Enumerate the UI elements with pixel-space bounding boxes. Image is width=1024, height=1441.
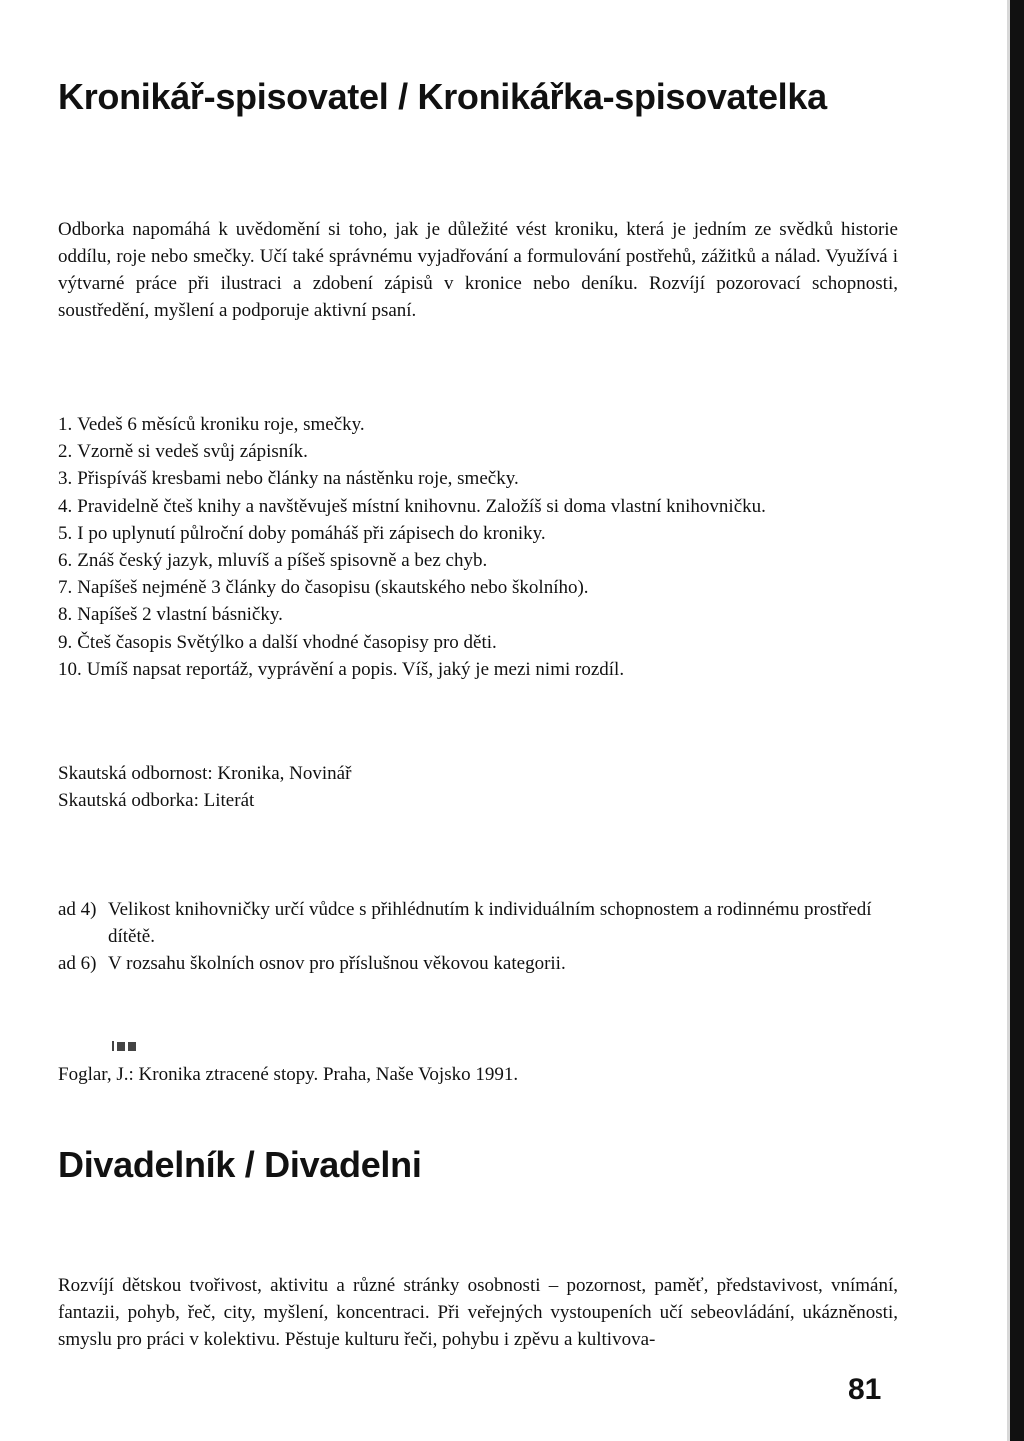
separator-ornament — [112, 1040, 136, 1052]
related-badge-line: Skautská odbornost: Kronika, Novinář — [58, 763, 352, 784]
section-intro-divadelnik: Rozvíjí dětskou tvořivost, aktivitu a různé stránky osobnosti – pozornost, paměť, představivost, vnímání, fantazii, pohyb, řeč, city, myšlení, koncentraci. Při veřejných vystoupeních učí sebeovládání, ukázněnosti, smyslu pro práci v kolektivu. Pěstuje kulturu řeči, pohybu i zpěvu a kultivova- — [58, 1275, 898, 1350]
note-text: Velikost knihovničky určí vůdce s přihlédnutím k individuálním schopnostem a rodinnému prostředí dítětě. — [108, 899, 872, 947]
requirement-item: 3. Přispíváš kresbami nebo články na nástěnku roje, smečky. — [58, 468, 519, 490]
note-item — [58, 950, 900, 977]
requirement-notes — [58, 896, 900, 977]
requirement-item: 8. Napíšeš 2 vlastní básničky. — [58, 604, 283, 626]
bibliography: Foglar, J.: Kronika ztracené stopy. Praha, Naše Vojsko 1991. — [58, 1064, 519, 1085]
requirement-item: 7. Napíšeš nejméně 3 články do časopisu (skautského nebo školního). — [58, 577, 589, 599]
requirement-item: 10. Umíš napsat reportáž, vyprávění a popis. Víš, jaký je mezi nimi rozdíl. — [58, 658, 625, 680]
note-text: V rozsahu školních osnov pro příslušnou věkovou kategorii. — [108, 953, 566, 974]
note-item — [58, 896, 900, 950]
requirement-item: 4. Pravidelně čteš knihy a navštěvuješ místní knihovnu. Založíš si doma vlastní knihovničku. — [58, 495, 766, 517]
requirement-item: 5. I po uplynutí půlroční doby pomáháš při zápisech do kroniky. — [58, 522, 546, 544]
requirements-list — [58, 411, 766, 683]
scan-edge-bar — [1010, 0, 1024, 1441]
requirement-item: 2. Vzorně si vedeš svůj zápisník. — [58, 441, 308, 463]
related-badge-line: Skautská odborka: Literát — [58, 790, 255, 811]
page-number: 81 — [848, 1373, 882, 1406]
requirement-item: 1. Vedeš 6 měsíců kroniku roje, smečky. — [58, 414, 365, 435]
requirement-item: 9. Čteš časopis Světýlko a další vhodné časopisy pro děti. — [58, 631, 497, 653]
related-badges — [58, 760, 351, 814]
section-title-divadelnik: Divadelník / Divadelni — [58, 1144, 422, 1185]
note-label: ad 6) — [58, 953, 97, 974]
note-label: ad 4) — [58, 899, 97, 920]
section-intro-kronikar: Odborka napomáhá k uvědomění si toho, jak je důležité vést kroniku, která je jedním ze svědků historie oddílu, roje nebo smečky. Učí také správnému vyjadřování a formulování postřehů, zážitků a nálad. Využívá i výtvarné práce při ilustraci a zdobení zápisů v kronice nebo deníku. Rozvíjí pozorovací schopnosti, soustředění, myšlení a podporuje aktivní psaní. — [58, 219, 898, 321]
requirement-item: 6. Znáš český jazyk, mluvíš a píšeš spisovně a bez chyb. — [58, 550, 488, 572]
section-title-kronikar: Kronikář-spisovatel / Kronikářka-spisovatelka — [58, 76, 827, 117]
